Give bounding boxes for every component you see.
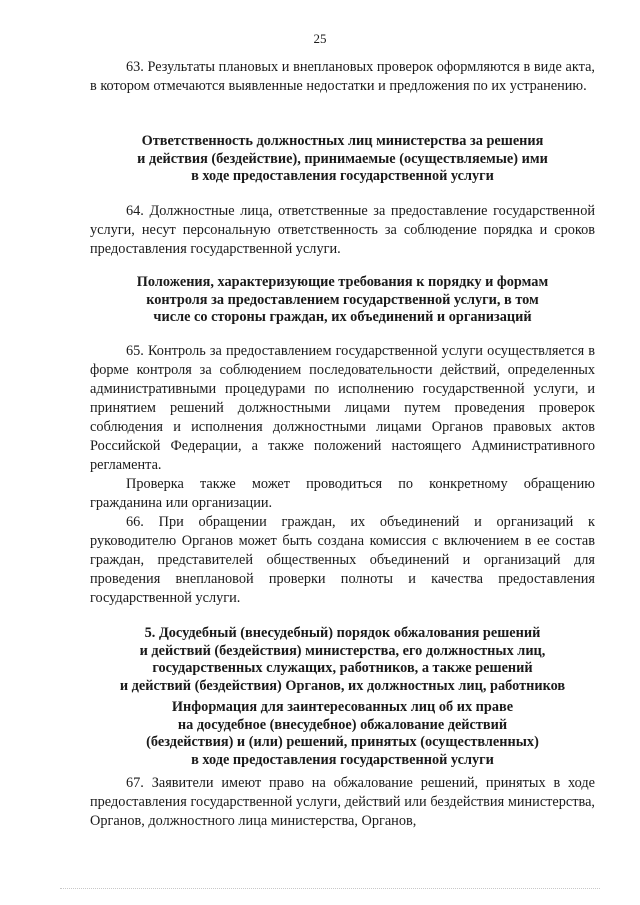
page-number: 25: [313, 31, 327, 46]
heading-information: [90, 699, 595, 769]
heading-provisions: [90, 274, 595, 327]
heading-information-line-1: Информация для заинтересованных лиц об их праве: [171, 699, 514, 715]
paragraph-65-continued: Проверка также может проводиться по конкретному обращению гражданина или организации.: [90, 476, 595, 511]
heading-section-5-line-4: и действий (бездействия) Органов, их должностных лиц, работников: [119, 677, 566, 694]
paragraph-65: 65. Контроль за предоставлением государственной услуги осуществляется в форме контроля за соблюдением последовательности действий, определенных административными процедурами по исполнению государственной услуги, и принятием решений должностными лицами путем проведения проверок соблюдения и исполнения должностными лицами Органов правовых актов Российской Федерации, а также положений настоящего Административного регламента.: [90, 343, 595, 473]
heading-section-5-line-2: и действий (бездействия) министерства, его должностных лиц,: [139, 642, 546, 659]
heading-responsibility-line-1: Ответственность должностных лиц министерства за решения: [141, 133, 544, 149]
heading-responsibility-line-3: в ходе предоставления государственной услуги: [191, 168, 494, 184]
heading-provisions-line-1: Положения, характеризующие требования к порядку и формам: [136, 274, 549, 290]
heading-responsibility: [90, 133, 595, 186]
heading-section-5-line-3: государственных служащих, работников, а также решений: [152, 660, 533, 676]
paragraph-63: 63. Результаты плановых и внеплановых проверок оформляются в виде акта, в котором отмечаются выявленные недостатки и предложения по их устранению.: [90, 59, 595, 94]
paragraph-64-block: [90, 202, 595, 259]
heading-provisions-line-2: контроля за предоставлением государственной услуги, в том: [146, 291, 539, 308]
heading-section-5: [90, 625, 595, 695]
heading-information-line-4: в ходе предоставления государственной услуги: [191, 751, 494, 768]
heading-section-5-line-1: 5. Досудебный (внесудебный) порядок обжалования решений: [144, 625, 541, 641]
paragraph-65-block: [90, 342, 595, 608]
scan-footer-artifact: [60, 888, 600, 890]
paragraph-67-block: [90, 774, 595, 831]
heading-provisions-line-3: числе со стороны граждан, их объединений и организаций: [153, 309, 532, 325]
paragraph-64: 64. Должностные лица, ответственные за предоставление государственной услуги, несут персональную ответственность за соблюдение порядка и сроков предоставления государственной услуги.: [90, 203, 595, 257]
paragraph-67: 67. Заявители имеют право на обжалование решений, принятых в ходе предоставления государственной услуги, действий или бездействия министерства, Органов, должностного лица министерства, Органов,: [90, 775, 595, 829]
paragraph-66: 66. При обращении граждан, их объединений и организаций к руководителю Органов может быть создана комиссия с включением в ее состав граждан, представителей общественных объединений и организаций для проведения внеплановой проверки полноты и качества предоставления государственной услуги.: [90, 514, 595, 606]
heading-responsibility-line-2: и действия (бездействие), принимаемые (осуществляемые) ими: [137, 150, 548, 167]
paragraph-63-block: [90, 58, 595, 96]
heading-information-line-3: (бездействия) и (или) решений, принятых (осуществленных): [146, 734, 539, 750]
heading-information-line-2: на досудебное (внесудебное) обжалование действий: [177, 716, 508, 733]
